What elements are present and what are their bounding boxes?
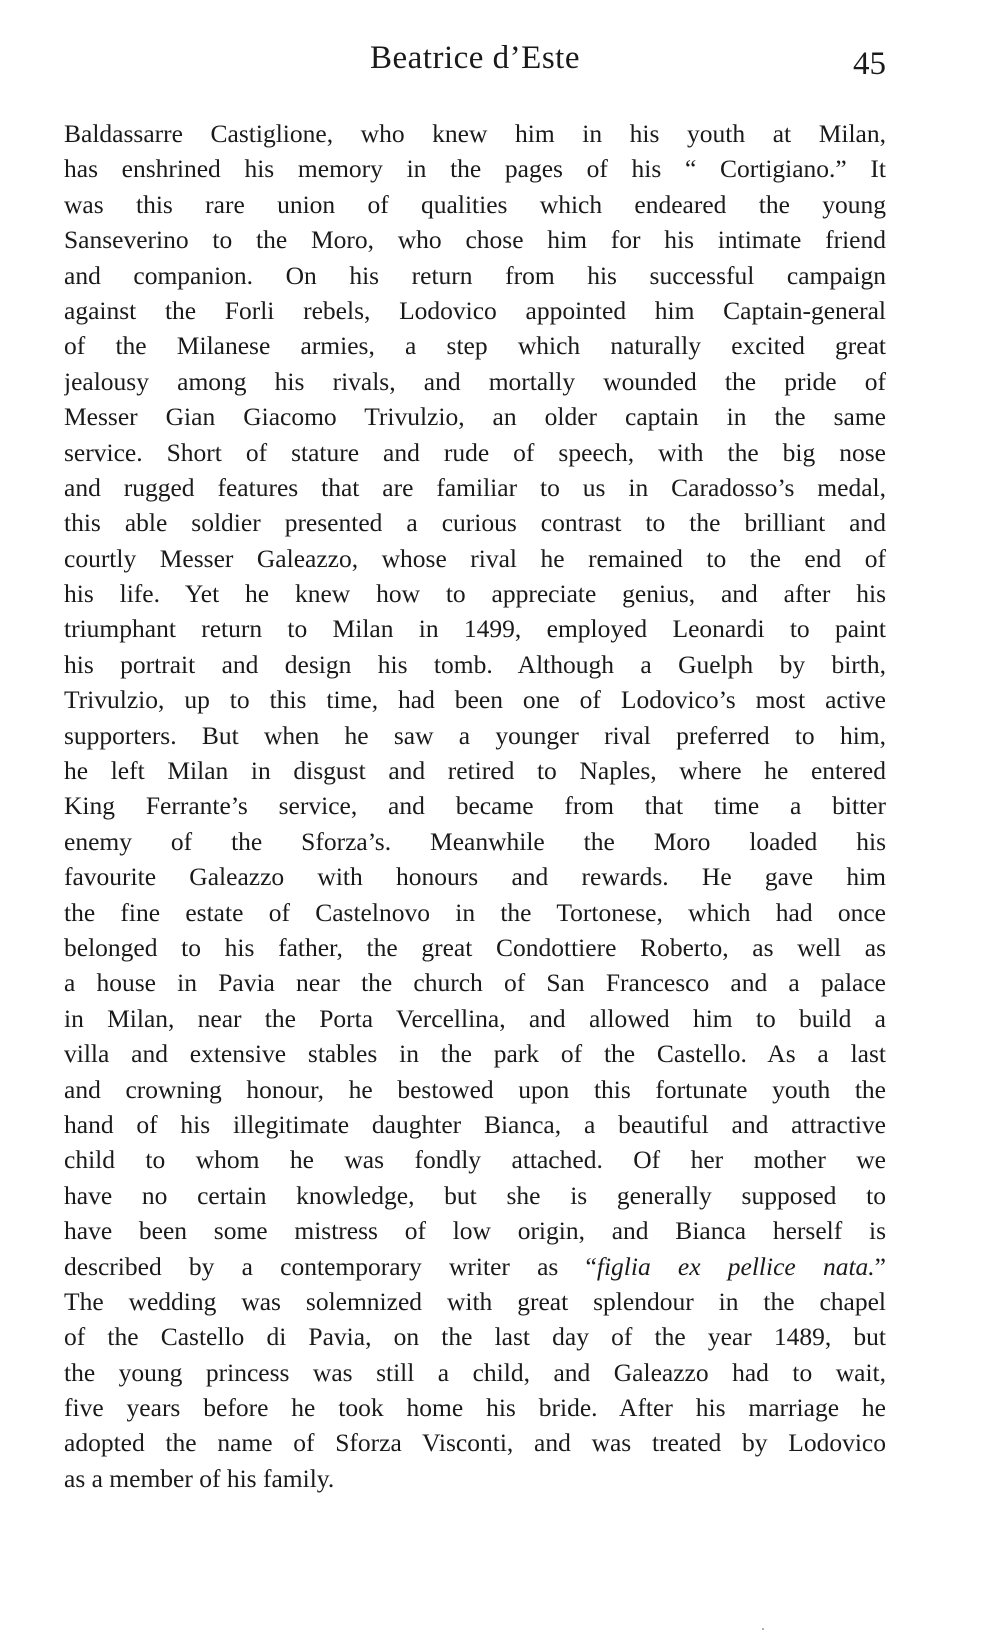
text-line: his portrait and design his tomb. Although a Guelph by birth, [64,649,886,679]
last-text-line: as a member of his family. [64,1463,335,1493]
text-line: service. Short of stature and rude of speech, with the big nose [64,437,886,467]
italic-latin-phrase: figlia ex pellice nata. [596,1251,875,1281]
quote-suffix: ” [874,1251,886,1281]
text-line: favourite Galeazzo with honours and rewards. He gave him [64,862,886,892]
quote-line [64,1249,886,1284]
text-line: Trivulzio, up to this time, had been one of Lodovico’s most active [64,685,886,715]
text-line: Messer Gian Giacomo Trivulzio, an older captain in the same [64,402,886,432]
text-line: was this rare union of qualities which endeared the young [64,189,886,219]
text-line: Baldassarre Castiglione, who knew him in his youth at Milan, [64,119,886,148]
text-line: in Milan, near the Porta Vercellina, and allowed him to build a [64,1003,886,1033]
text-line: villa and extensive stables in the park of the Castello. As a last [64,1039,886,1069]
quote-prefix: described by a contemporary writer as “ [64,1251,597,1281]
text-line: five years before he took home his bride. After his marriage he [64,1393,886,1423]
text-line: jealousy among his rivals, and mortally wounded the pride of [64,366,886,396]
text-line: and rugged features that are familiar to us in Caradosso’s medal, [64,472,886,502]
text-line: has enshrined his memory in the pages of his “ Cortigiano.” It [64,154,886,184]
text-line: have been some mistress of low origin, and Bianca herself is [64,1216,886,1246]
text-line: and companion. On his return from his successful campaign [64,260,886,290]
text-line: and crowning honour, he bestowed upon this fortunate youth the [64,1074,886,1104]
running-head [64,40,886,88]
text-line: of the Milanese armies, a step which naturally excited great [64,331,886,361]
body-text [64,116,886,1496]
text-line: adopted the name of Sforza Visconti, and was treated by Lodovico [64,1428,886,1458]
text-line: courtly Messer Galeazzo, whose rival he remained to the end of [64,543,886,573]
text-line: hand of his illegitimate daughter Bianca, a beautiful and attractive [64,1109,886,1139]
text-line: supporters. But when he saw a younger rival preferred to him, [64,720,886,750]
text-line: Sanseverino to the Moro, who chose him for his intimate friend [64,225,886,255]
text-line: a house in Pavia near the church of San Francesco and a palace [64,968,886,998]
text-line: triumphant return to Milan in 1499, employed Leonardi to paint [64,614,886,644]
print-speck [762,1628,764,1630]
page-number: 45 [853,46,886,82]
text-line: of the Castello di Pavia, on the last day of the year 1489, but [64,1322,886,1352]
text-line: he left Milan in disgust and retired to Naples, where he entered [64,756,886,786]
text-line: enemy of the Sforza’s. Meanwhile the Moro loaded his [64,826,886,856]
text-line: belonged to his father, the great Condottiere Roberto, as well as [64,932,886,962]
text-line: the fine estate of Castelnovo in the Tortonese, which had once [64,897,886,927]
text-line: King Ferrante’s service, and became from that time a bitter [64,791,886,821]
text-line: against the Forli rebels, Lodovico appointed him Captain-general [64,295,886,325]
text-line: child to whom he was fondly attached. Of her mother we [64,1145,886,1175]
text-line: the young princess was still a child, and Galeazzo had to wait, [64,1357,886,1387]
text-line: have no certain knowledge, but she is generally supposed to [64,1180,886,1210]
text-line: this able soldier presented a curious contrast to the brilliant and [64,508,886,538]
text-line: his life. Yet he knew how to appreciate genius, and after his [64,579,886,609]
running-title: Beatrice d’Este [370,40,580,76]
text-line: The wedding was solemnized with great splendour in the chapel [64,1286,886,1316]
